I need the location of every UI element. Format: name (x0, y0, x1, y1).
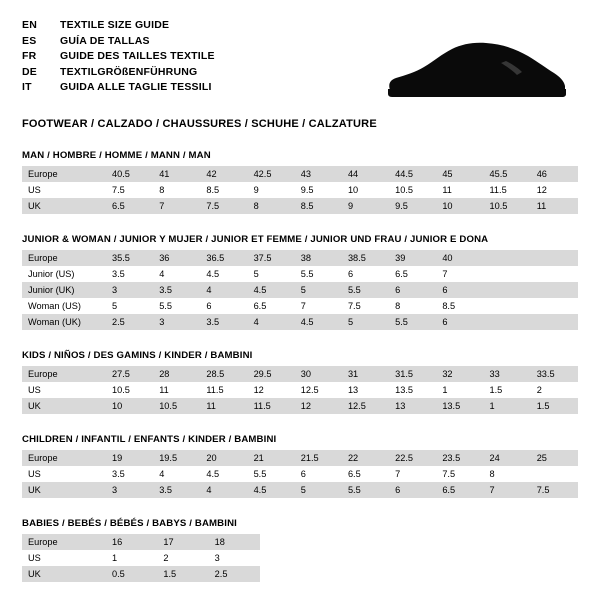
cell: 19.5 (153, 450, 200, 466)
cell: 39 (389, 250, 436, 266)
cell: 6 (389, 282, 436, 298)
cell: 4 (200, 482, 247, 498)
cell: 11.5 (484, 182, 531, 198)
cell: 20 (200, 450, 247, 466)
section-title: MAN / HOMBRE / HOMME / MANN / MAN (22, 150, 211, 161)
cell: 11.5 (200, 382, 247, 398)
cell: 45.5 (484, 166, 531, 182)
cell: 45 (436, 166, 483, 182)
cell: 10.5 (389, 182, 436, 198)
cell: 29.5 (248, 366, 295, 382)
section-junior-woman (22, 234, 578, 330)
language-code: ES (22, 34, 37, 47)
row-label: Europe (22, 450, 106, 466)
language-code: IT (22, 81, 32, 93)
language-row (22, 34, 215, 50)
language-title-list (22, 18, 215, 96)
cell: 28 (153, 366, 200, 382)
cell: 10.5 (153, 398, 200, 414)
cell: 41 (153, 166, 200, 182)
cell: 1.5 (484, 382, 531, 398)
row-label: US (22, 382, 106, 398)
cell: 16 (106, 534, 157, 550)
row-label: UK (22, 198, 106, 214)
cell: 4.5 (248, 482, 295, 498)
cell: 8.5 (200, 182, 247, 198)
cell: 7 (389, 466, 436, 482)
cell: 4 (200, 282, 247, 298)
cell: 33.5 (531, 366, 578, 382)
row-label: US (22, 466, 106, 482)
cell: 35.5 (106, 250, 153, 266)
cell: 10 (342, 182, 389, 198)
cell: 3.5 (200, 314, 247, 330)
row-label: Junior (US) (22, 266, 106, 282)
cell: 12 (531, 182, 578, 198)
cell: 6.5 (248, 298, 295, 314)
language-code: EN (22, 19, 37, 31)
cell: 5 (295, 482, 342, 498)
cell: 5.5 (248, 466, 295, 482)
cell: 3.5 (106, 266, 153, 282)
cell (531, 250, 578, 266)
table-row (22, 466, 578, 482)
cell: 42.5 (248, 166, 295, 182)
cell: 8 (153, 182, 200, 198)
cell (531, 282, 578, 298)
cell: 5 (342, 314, 389, 330)
cell: 4 (153, 466, 200, 482)
cell: 4.5 (248, 282, 295, 298)
cell: 10.5 (484, 198, 531, 214)
category-title: FOOTWEAR / CALZADO / CHAUSSURES / SCHUHE / CALZATURE (22, 118, 377, 130)
cell: 21.5 (295, 450, 342, 466)
cell: 2.5 (106, 314, 153, 330)
cell (484, 282, 531, 298)
table-row (22, 550, 260, 566)
cell: 12.5 (295, 382, 342, 398)
size-table-kids (22, 366, 578, 414)
cell: 3 (106, 482, 153, 498)
cell: 22 (342, 450, 389, 466)
table-row (22, 382, 578, 398)
cell: 18 (209, 534, 260, 550)
table-row (22, 166, 578, 182)
cell: 7.5 (436, 466, 483, 482)
language-title: TEXTILE SIZE GUIDE (60, 19, 170, 31)
cell: 44 (342, 166, 389, 182)
cell: 38.5 (342, 250, 389, 266)
language-title: GUÍA DE TALLAS (60, 34, 150, 47)
table-row (22, 198, 578, 214)
language-code: DE (22, 65, 37, 78)
cell: 4 (153, 266, 200, 282)
row-label: UK (22, 566, 106, 582)
cell: 11.5 (248, 398, 295, 414)
cell: 5.5 (295, 266, 342, 282)
cell: 4.5 (200, 466, 247, 482)
cell: 46 (531, 166, 578, 182)
cell: 1.5 (157, 566, 208, 582)
cell: 36.5 (200, 250, 247, 266)
cell: 9 (342, 198, 389, 214)
row-label: Junior (UK) (22, 282, 106, 298)
row-label: Woman (US) (22, 298, 106, 314)
cell: 7.5 (200, 198, 247, 214)
cell: 12 (295, 398, 342, 414)
section-title: BABIES / BEBÉS / BÉBÉS / BABYS / BAMBINI (22, 518, 237, 529)
cell: 8.5 (295, 198, 342, 214)
cell: 9 (248, 182, 295, 198)
cell: 8 (389, 298, 436, 314)
table-row (22, 398, 578, 414)
table-row (22, 314, 578, 330)
cell: 32 (436, 366, 483, 382)
cell: 3.5 (153, 482, 200, 498)
cell: 30 (295, 366, 342, 382)
cell: 9.5 (389, 198, 436, 214)
cell: 10.5 (106, 382, 153, 398)
cell: 13.5 (389, 382, 436, 398)
cell: 8 (248, 198, 295, 214)
language-title: GUIDE DES TAILLES TEXTILE (60, 50, 215, 62)
cell: 12.5 (342, 398, 389, 414)
cell (531, 314, 578, 330)
cell: 7.5 (106, 182, 153, 198)
table-row (22, 566, 260, 582)
cell: 40 (436, 250, 483, 266)
size-table-children (22, 450, 578, 498)
cell: 31 (342, 366, 389, 382)
section-title: JUNIOR & WOMAN / JUNIOR Y MUJER / JUNIOR ET FEMME / JUNIOR UND FRAU / JUNIOR E DONA (22, 234, 489, 245)
cell: 8.5 (436, 298, 483, 314)
cell: 7.5 (342, 298, 389, 314)
language-row (22, 80, 215, 96)
section-babies (22, 518, 578, 582)
size-table-babies (22, 534, 260, 582)
cell: 6 (436, 314, 483, 330)
table-row (22, 250, 578, 266)
cell: 24 (484, 450, 531, 466)
cell: 43 (295, 166, 342, 182)
cell: 10 (436, 198, 483, 214)
row-label: Europe (22, 166, 106, 182)
cell (484, 266, 531, 282)
cell: 13 (389, 398, 436, 414)
cell: 6 (200, 298, 247, 314)
cell: 11 (531, 198, 578, 214)
cell: 5.5 (389, 314, 436, 330)
cell (531, 266, 578, 282)
cell: 10 (106, 398, 153, 414)
cell: 31.5 (389, 366, 436, 382)
cell: 2 (531, 382, 578, 398)
cell: 8 (484, 466, 531, 482)
cell (531, 298, 578, 314)
cell: 19 (106, 450, 153, 466)
cell: 44.5 (389, 166, 436, 182)
cell: 6 (436, 282, 483, 298)
cell: 3 (106, 282, 153, 298)
cell: 13.5 (436, 398, 483, 414)
cell: 17 (157, 534, 208, 550)
cell: 6.5 (106, 198, 153, 214)
cell: 27.5 (106, 366, 153, 382)
table-row (22, 534, 260, 550)
cell: 25 (531, 450, 578, 466)
row-label: UK (22, 482, 106, 498)
cell: 5.5 (342, 282, 389, 298)
cell: 5.5 (342, 482, 389, 498)
cell: 11 (200, 398, 247, 414)
cell: 7.5 (531, 482, 578, 498)
table-row (22, 266, 578, 282)
cell: 7 (153, 198, 200, 214)
cell: 3.5 (106, 466, 153, 482)
page-header (22, 18, 578, 104)
section-kids (22, 350, 578, 414)
cell: 4 (248, 314, 295, 330)
cell: 37.5 (248, 250, 295, 266)
cell (484, 314, 531, 330)
row-label: US (22, 182, 106, 198)
cell: 9.5 (295, 182, 342, 198)
cell: 6.5 (389, 266, 436, 282)
section-children (22, 434, 578, 498)
cell: 3 (153, 314, 200, 330)
cell: 4.5 (295, 314, 342, 330)
cell: 22.5 (389, 450, 436, 466)
cell: 11 (153, 382, 200, 398)
cell: 21 (248, 450, 295, 466)
cell: 12 (248, 382, 295, 398)
cell: 6.5 (342, 466, 389, 482)
cell: 7 (436, 266, 483, 282)
language-row (22, 65, 215, 81)
row-label: Europe (22, 366, 106, 382)
cell: 1 (106, 550, 157, 566)
cell: 6 (295, 466, 342, 482)
cell: 23.5 (436, 450, 483, 466)
cell: 38 (295, 250, 342, 266)
cell: 33 (484, 366, 531, 382)
cell (484, 250, 531, 266)
table-row (22, 450, 578, 466)
cell: 5 (295, 282, 342, 298)
row-label: US (22, 550, 106, 566)
row-label: UK (22, 398, 106, 414)
cell (531, 466, 578, 482)
cell: 13 (342, 382, 389, 398)
cell: 5 (106, 298, 153, 314)
cell: 2 (157, 550, 208, 566)
table-row (22, 282, 578, 298)
cell: 1.5 (531, 398, 578, 414)
language-row (22, 18, 215, 34)
cell: 7 (484, 482, 531, 498)
cell: 1 (436, 382, 483, 398)
table-row (22, 366, 578, 382)
cell: 42 (200, 166, 247, 182)
cell: 0.5 (106, 566, 157, 582)
cell: 2.5 (209, 566, 260, 582)
size-table-junior-woman (22, 250, 578, 330)
cell: 11 (436, 182, 483, 198)
size-table-man (22, 166, 578, 214)
cell: 36 (153, 250, 200, 266)
section-title: KIDS / NIÑOS / DES GAMINS / KINDER / BAMBINI (22, 350, 253, 361)
cell: 6.5 (436, 482, 483, 498)
cell: 7 (295, 298, 342, 314)
cell: 5.5 (153, 298, 200, 314)
cell: 1 (484, 398, 531, 414)
cell (484, 298, 531, 314)
dress-shoe-icon (378, 40, 568, 102)
cell: 40.5 (106, 166, 153, 182)
section-title: CHILDREN / INFANTIL / ENFANTS / KINDER / BAMBINI (22, 434, 277, 445)
language-row (22, 49, 215, 65)
row-label: Europe (22, 534, 106, 550)
cell: 6 (342, 266, 389, 282)
table-row (22, 298, 578, 314)
cell: 6 (389, 482, 436, 498)
language-title: GUIDA ALLE TAGLIE TESSILI (60, 81, 212, 93)
row-label: Europe (22, 250, 106, 266)
cell: 3 (209, 550, 260, 566)
cell: 5 (248, 266, 295, 282)
cell: 28.5 (200, 366, 247, 382)
row-label: Woman (UK) (22, 314, 106, 330)
cell: 3.5 (153, 282, 200, 298)
table-row (22, 182, 578, 198)
cell: 4.5 (200, 266, 247, 282)
section-man (22, 150, 578, 214)
language-code: FR (22, 50, 37, 62)
table-row (22, 482, 578, 498)
language-title: TEXTILGRÖßENFÜHRUNG (60, 65, 198, 78)
